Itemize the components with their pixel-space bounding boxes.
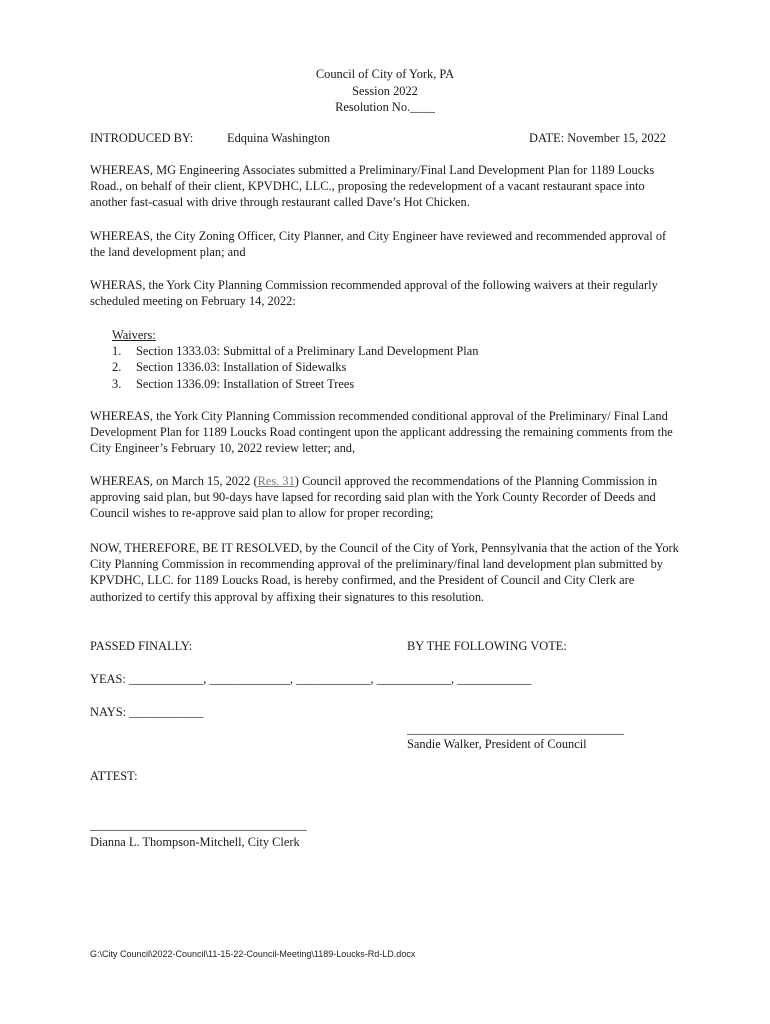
yeas-line: YEAS: ____________, _____________, ____________, ____________, ____________ bbox=[90, 672, 532, 686]
council-title: Council of City of York, PA bbox=[315, 67, 455, 81]
passed-finally-label: PASSED FINALLY: bbox=[90, 639, 193, 653]
list-item-number: 3. bbox=[112, 376, 122, 391]
list-item-number: 1. bbox=[112, 344, 122, 359]
whereas-paragraph-5 bbox=[90, 473, 680, 522]
paragraph-5-start: WHEREAS, on March 15, 2022 ( bbox=[90, 474, 258, 488]
clerk-signature-line: ___________________________________ bbox=[90, 818, 307, 832]
waivers-list bbox=[112, 327, 672, 392]
nays-line: NAYS: ____________ bbox=[90, 705, 204, 719]
intro-line bbox=[90, 130, 680, 146]
resolution-date: DATE: November 15, 2022 bbox=[529, 131, 666, 145]
president-name: Sandie Walker, President of Council bbox=[407, 737, 587, 751]
president-signature-line: ___________________________________ bbox=[407, 722, 624, 736]
introduced-by-label: INTRODUCED BY: bbox=[90, 131, 194, 145]
list-item bbox=[112, 359, 672, 375]
list-item-text: Section 1333.03: Submittal of a Preliminary Land Development Plan bbox=[136, 344, 479, 359]
document-header bbox=[90, 66, 680, 116]
list-item-number: 2. bbox=[112, 360, 122, 375]
paragraph-5-end: ) Council approved the recommendations of the Planning Commission in approving said plan, but 90-days have lapsed for recording said plan with the York County Recorder of Deeds and Council wishes to re-approve said plan to allow for proper recording; bbox=[90, 474, 658, 521]
list-item bbox=[112, 376, 672, 392]
resolution-number: Resolution No.____ bbox=[335, 100, 435, 114]
list-item bbox=[112, 343, 672, 359]
whereas-paragraph-2: WHEREAS, the City Zoning Officer, City Planner, and City Engineer have reviewed and recommended approval of the land development plan; and bbox=[90, 229, 667, 260]
list-item-text: Section 1336.03: Installation of Sidewalks bbox=[136, 360, 347, 375]
waivers-title: Waivers: bbox=[112, 328, 156, 342]
session-year: Session 2022 bbox=[352, 83, 418, 98]
whereas-paragraph-1: WHEREAS, MG Engineering Associates submitted a Preliminary/Final Land Development Plan for 1189 Loucks Road., on behalf of their client, KPVDHC, LLC., proposing the redevelopment of a vacant restaurant space into another fast-casual with drive through restaurant called Dave’s Hot Chicken. bbox=[90, 163, 655, 210]
whereas-paragraph-4: WHEREAS, the York City Planning Commission recommended conditional approval of the Preliminary/ Final Land Development Plan for 1189 Loucks Road contingent upon the applicant addressing the remaining comments from the City Engineer’s February 10, 2022 review letter; and, bbox=[90, 409, 673, 456]
resolved-paragraph: NOW, THEREFORE, BE IT RESOLVED, by the Council of the City of York, Pennsylvania that the action of the York City Planning Commission in recommending approval of the preliminary/final land development plan submitted by KPVDHC, LLC. for 1189 Loucks Road, is hereby confirmed, and the President of Council and City Clerk are authorized to certify this approval by affixing their signatures to this resolution. bbox=[90, 541, 679, 604]
attest-label: ATTEST: bbox=[90, 769, 138, 783]
file-path-footer: G:\City Council\2022-Council\11-15-22-Council-Meeting\1189-Loucks-Rd-LD.docx bbox=[90, 949, 416, 959]
list-item-text: Section 1336.09: Installation of Street Trees bbox=[136, 376, 355, 391]
following-vote-label: BY THE FOLLOWING VOTE: bbox=[407, 639, 567, 653]
whereas-paragraph-3: WHERAS, the York City Planning Commission recommended approval of the following waivers at their regularly scheduled meeting on February 14, 2022: bbox=[90, 278, 658, 309]
clerk-name: Dianna L. Thompson-Mitchell, City Clerk bbox=[90, 835, 300, 849]
vote-heading-row bbox=[90, 638, 680, 654]
resolution-31-link[interactable]: Res. 31 bbox=[257, 474, 295, 488]
introduced-by-name: Edquina Washington bbox=[227, 131, 331, 145]
